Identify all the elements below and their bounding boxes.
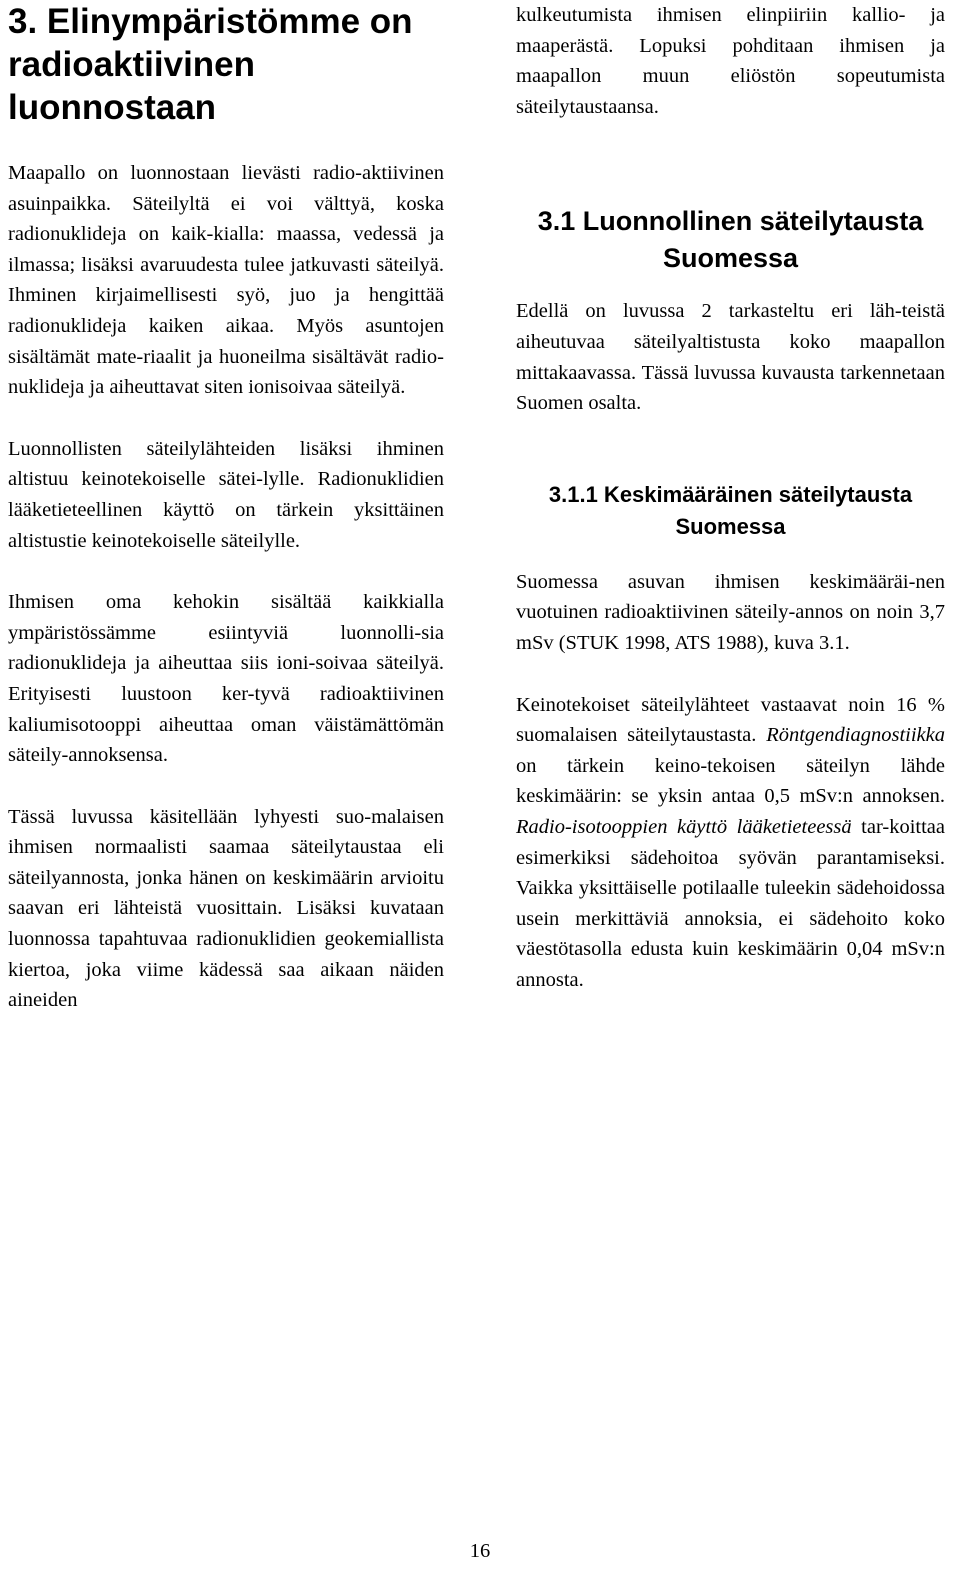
paragraph-artificial-dose (516, 690, 945, 996)
text-segment: tar-koittaa esimerkiksi sädehoitoa syövän parantamiseksi. Vaikka yksittäiselle potilaalle tuleekin sädehoidossa usein merkittäviä annoksia, ei sädehoito koko väestötasolla edusta kuin keskimäärin 0,04 mSv:n annosta. (516, 815, 945, 991)
subsection-title: 3.1.1 Keskimääräinen säteilytausta Suomessa (548, 481, 913, 539)
paragraph-intro: Maapallo on luonnostaan lievästi radio-aktiivinen asuinpaikka. Säteilyltä ei voi välttyä, koska radionuklideja on kaik-kialla: maassa, vedessä ja ilmassa; lisäksi avaruudesta tulee jatkuvasti säteilyä. Ihminen kirjaimellisesti syö, juo ja hengittää radionuklideja kaiken aikaa. Myös asuntojen sisältämät mate-riaalit ja huoneilma sisältävät radio-nuklideja ja aiheuttavat siten ionisoivaa säteilyä. (8, 162, 444, 399)
paragraph-average-dose: Suomessa asuvan ihmisen keskimääräi-nen vuotuinen radioaktiivinen säteily-annos on noin 3,7 mSv (STUK 1998, ATS 1988), kuva 3.1. (516, 570, 945, 654)
left-column (8, 0, 444, 1016)
paragraph-continuation: kulkeutumista ihmisen elinpiiriin kallio- ja maaperästä. Lopuksi pohditaan ihmisen ja maapallon muun eliöstön sopeutumista säteilytaustaansa. (516, 4, 945, 118)
chapter-title: 3. Elinympäristömme on radioaktiivinen luonnostaan (8, 2, 413, 127)
paragraph-chapter-overview: Tässä luvussa käsitellään lyhyesti suo-malaisen ihmisen normaalisti saamaa säteilytaustaa eli säteilyannosta, jonka hänen on keskimäärin arvioitu saavan eri lähteistä vuosittain. Lisäksi kuvataan luonnossa tapahtuvaa radionuklidien geokemiallista kiertoa, joka viime kädessä saa aikaan näiden aineiden (8, 805, 444, 1012)
text-segment: on tärkein keino-tekoisen säteilyn lähde keskimäärin: se yksin antaa 0,5 mSv:n annoksen. (516, 754, 945, 808)
section-title: 3.1 Luonnollinen säteilytausta Suomessa (537, 206, 924, 274)
paragraph-section-intro: Edellä on luvussa 2 tarkasteltu eri läh-teistä aiheutuvaa säteilyaltistusta koko maapallon mittakaavassa. Tässä luvussa kuvausta tarkennetaan Suomen osalta. (516, 300, 945, 415)
paragraph-artificial-sources: Luonnollisten säteilylähteiden lisäksi ihminen altistuu keinotekoiselle sätei-lylle. Radionuklidien lääketieteellinen käyttö on tärkein yksittäinen altistustie keinotekoiselle säteilylle. (8, 437, 444, 552)
italic-term-rontgen: Röntgendiagnostiikka (766, 724, 945, 747)
paragraph-body-radiation: Ihmisen oma kehokin sisältää kaikkialla ympäristössämme esiintyviä luonnolli-sia radionuklideja ja aiheuttaa siis ioni-soivaa säteilyä. Erityisesti luustoon ker-tyvä radioaktiivinen kaliumisotooppi aiheuttaa oman väistämättömän säteily-annoksensa. (8, 591, 444, 767)
italic-term-radioisotopes: Radio-isotooppien käyttö lääketieteessä (516, 815, 852, 838)
right-column (516, 0, 945, 995)
text-segment: Keinotekoiset säteilylähteet vastaavat noin 16 % suomalaisen säteilytaustasta. (516, 693, 945, 747)
page-number: 16 (469, 1540, 491, 1562)
